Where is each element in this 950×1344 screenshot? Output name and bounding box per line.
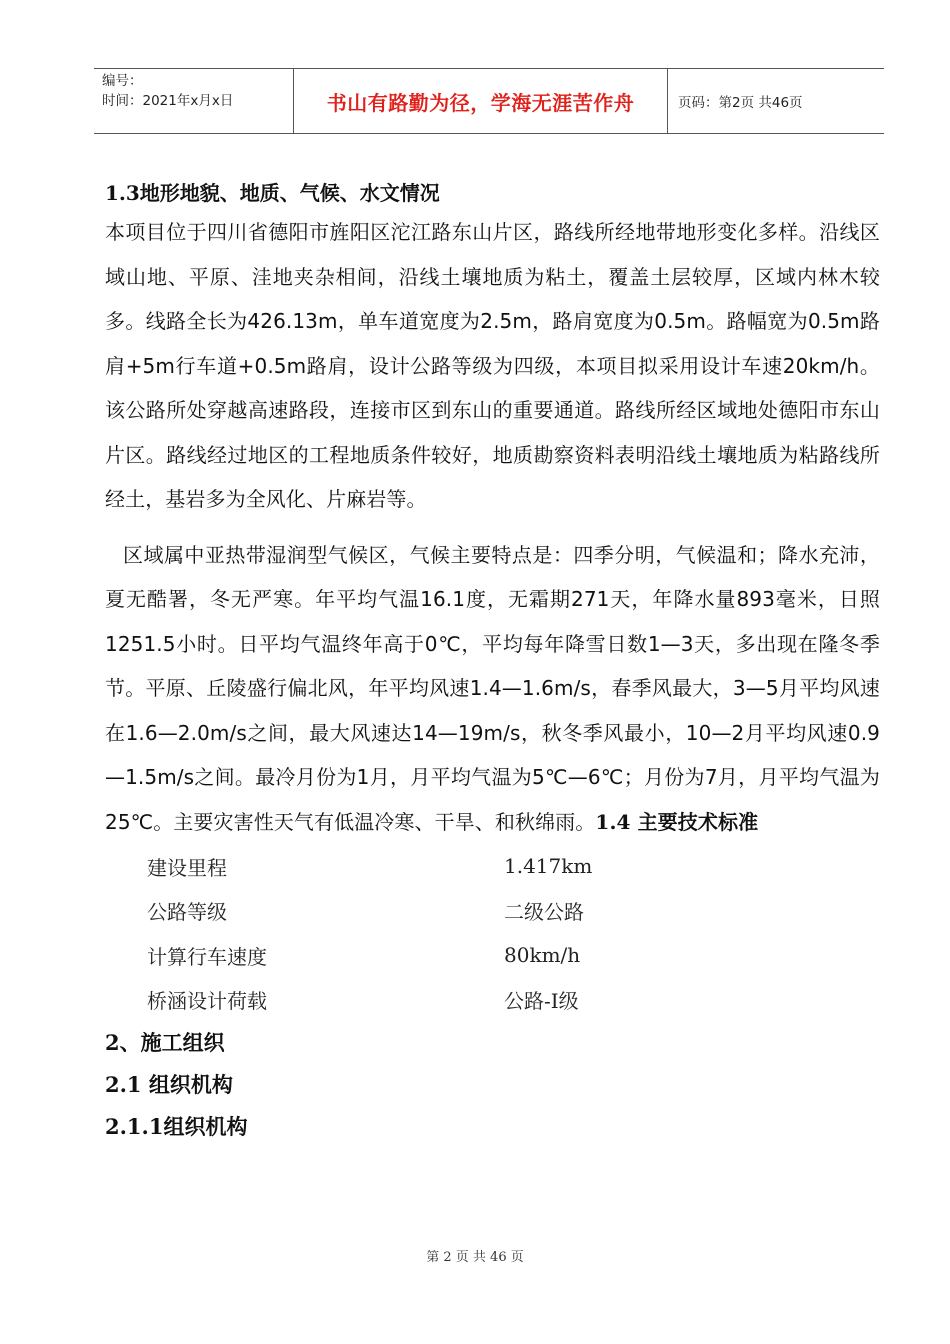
standard-row (147, 889, 880, 934)
section-heading-1-4: 1.4 主要技术标准 (595, 809, 759, 834)
standard-value: 80km/h (504, 943, 581, 968)
header-time: 时间：2021年x月x日 (102, 93, 234, 109)
standard-key: 桥涵设计荷载 (147, 989, 267, 1014)
document-body (105, 176, 880, 1148)
paragraph-terrain: 本项目位于四川省德阳市旌阳区沱江路东山片区，路线所经地带地形变化多样。沿线区域山地、平原、洼地夹杂相间，沿线土壤地质为粘土，覆盖土层较厚，区域内林木较多。线路全长为426.13m，单车道宽度为2.5m，路肩宽度为0.5m。路幅宽为0.5m路肩+5m行车道+0.5m路肩，设计公路等级为四级，本项目拟采用设计车速20km/h。该公路所处穿越高速路段，连接市区到东山的重要通道。路线所经区域地处德阳市东山片区。路线经过地区的工程地质条件较好，地质勘察资料表明沿线土壤地质为粘路线所经土，基岩多为全风化、片麻岩等。 (105, 220, 880, 511)
climate-text: 区域属中亚热带湿润型气候区，气候主要特点是：四季分明，气候温和；降水充沛，夏无酷署，冬无严寒。年平均气温16.1度，无霜期271天，年降水量893毫米，日照1251.5小时。日平均气温终年高于0℃，平均每年降雪日数1—3天，多出现在隆冬季节。平原、丘陵盛行偏北风，年平均风速1.4—1.6m/s，春季风最大，3—5月平均风速在1.6—2.0m/s之间，最大风速达14—19m/s，秋冬季风最小，10—2月平均风速0.9—1.5m/s之间。最冷月份为1月，月平均气温为5℃—6℃；月份为7月，月平均气温为25℃。主要灾害性天气有低温冷寒、干旱、和秋绵雨。 (105, 542, 880, 834)
standard-row (147, 933, 880, 978)
header-number: 编号： (102, 73, 143, 89)
header-page-info: 页码：第2页 共46页 (678, 95, 803, 111)
section-heading-1-3: 1.3地形地貌、地质、气候、水文情况 (105, 181, 440, 205)
section-heading-2-1: 2.1 组织机构 (105, 1072, 233, 1097)
page-header (94, 68, 884, 134)
technical-standards-list (147, 844, 880, 1022)
page-footer: 第 2 页 共 46 页 (426, 1250, 524, 1265)
standard-value: 1.417km (504, 854, 593, 879)
standard-value: 二级公路 (504, 900, 584, 925)
header-meta (94, 69, 294, 133)
section-heading-2: 2、施工组织 (105, 1030, 225, 1055)
standard-key: 公路等级 (147, 900, 227, 925)
section-heading-2-1-1: 2.1.1组织机构 (105, 1114, 248, 1139)
standard-value: 公路-Ⅰ级 (504, 989, 579, 1014)
header-motto: 书山有路勤为径，学海无涯苦作舟 (294, 69, 668, 133)
standard-key: 建设里程 (147, 855, 227, 880)
paragraph-climate (105, 533, 880, 845)
standard-row (147, 844, 880, 889)
standard-key: 计算行车速度 (147, 944, 267, 969)
standard-row (147, 978, 880, 1023)
